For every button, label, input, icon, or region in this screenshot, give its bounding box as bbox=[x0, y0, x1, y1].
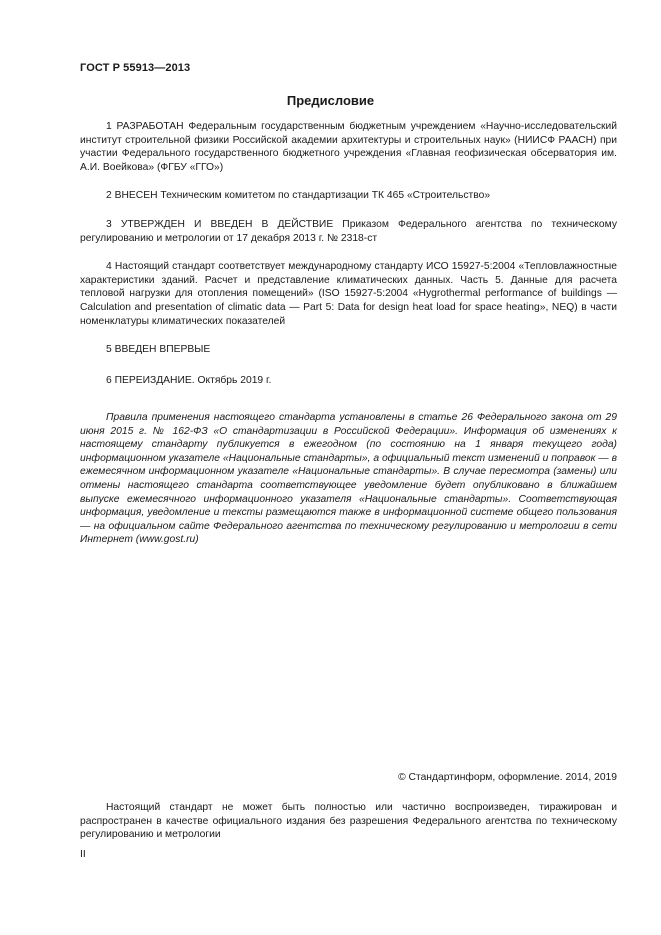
foreword-paragraph-2: 2 ВНЕСЕН Техническим комитетом по стандартизации ТК 465 «Строительство» bbox=[106, 190, 491, 202]
foreword-paragraph-6: 6 ПЕРЕИЗДАНИЕ. Октябрь 2019 г. bbox=[106, 374, 272, 386]
foreword-paragraph-1: 1 РАЗРАБОТАН Федеральным государственным бюджетным учреждением «Научно-исследовательский институт строительной физики Российской академии архитектуры и строительных наук» (НИИСФ РААСН) при участии Федерального государственного бюджетного учреждения «Главная геофизическая обсерватория им. А.И. Воейкова» (ФГБУ «ГГО») bbox=[80, 121, 617, 173]
reproduction-notice: Настоящий стандарт не может быть полностью или частично воспроизведен, тиражирован и распространен в качестве официального издания без разрешения Федерального агентства по техническому регулированию и метрологии bbox=[80, 802, 617, 841]
foreword-paragraph-3: 3 УТВЕРЖДЕН И ВВЕДЕН В ДЕЙСТВИЕ Приказом Федерального агентства по техническому регулированию и метрологии от 17 декабря 2013 г. № 2318-ст bbox=[80, 218, 617, 244]
page-title: Предисловие bbox=[286, 93, 375, 108]
foreword-body bbox=[80, 120, 617, 402]
standard-code: ГОСТ Р 55913—2013 bbox=[80, 62, 191, 74]
page-number: II bbox=[80, 849, 86, 860]
copyright-line: © Стандартинформ, оформление. 2014, 2019 bbox=[398, 772, 617, 783]
rules-notice: Правила применения настоящего стандарта установлены в статье 26 Федерального закона от 29 июня 2015 г. № 162-ФЗ «О стандартизации в Российской Федерации». Информация об изменениях к настоящему стандарту публикуется в ежегодном (по состоянию на 1 января текущего года) информационном указателе «Национальные стандарты», а официальный текст изменений и поправок — в ежемесячном информационном указателе «Национальные стандарты». В случае пересмотра (замены) или отмены настоящего стандарта соответствующее уведомление будет опубликовано в ближайшем выпуске ежемесячного информационного указателя «Национальные стандарты». Соответствующая информация, уведомление и тексты размещаются также в информационной системе общего пользования — на официальном сайте Федерального агентства по техническому регулированию и метрологии в сети Интернет (www.gost.ru) bbox=[80, 412, 617, 546]
foreword-paragraph-5: 5 ВВЕДЕН ВПЕРВЫЕ bbox=[106, 344, 211, 356]
foreword-paragraph-4: 4 Настоящий стандарт соответствует международному стандарту ИСО 15927-5:2004 «Тепловлажностные характеристики зданий. Расчет и представление климатических данных. Часть 5. Данные для расчета тепловой нагрузки для отопления помещений» (ISO 15927-5:2004 «Hygrothermal performance of buildings — Calculation and presentation of climatic data — Part 5: Data for design heat load for space heating», NEQ) в части номенклатуры климатических показателей bbox=[80, 261, 617, 327]
